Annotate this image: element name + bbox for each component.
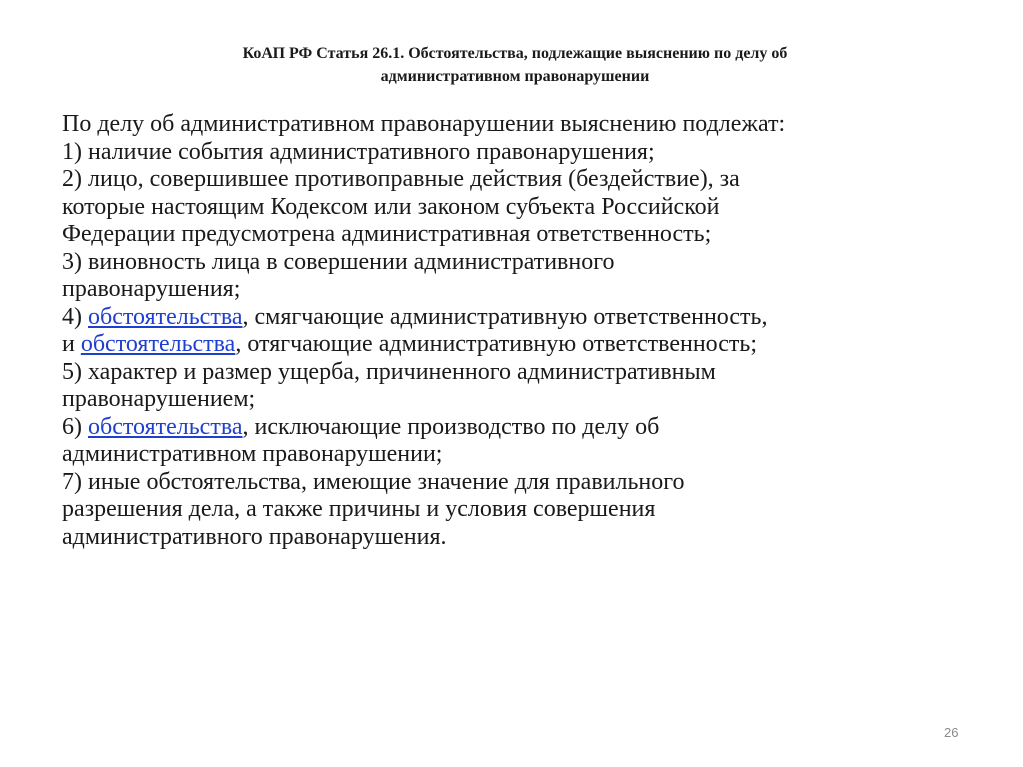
body-line-item-1: 1) наличие события административного правонарушения;	[62, 138, 655, 165]
body-line-intro: По делу об административном правонарушении выяснению подлежат:	[62, 111, 786, 137]
body-line-item-6b: административном правонарушении;	[62, 441, 443, 467]
circumstances-link-excluding[interactable]: обстоятельства	[88, 413, 243, 440]
body-line-item-6a	[62, 414, 962, 442]
body-line-item-7a: 7) иные обстоятельства, имеющие значение для правильного	[62, 468, 685, 495]
item-4-suffix: , смягчающие административную ответственность,	[242, 303, 768, 330]
body-line-item-7c: административного правонарушения.	[62, 523, 447, 550]
body-line-item-3a: 3) виновность лица в совершении административного	[62, 248, 615, 275]
item-6-suffix: , исключающие производство по делу об	[242, 413, 660, 440]
body-line-item-2a: 2) лицо, совершившее противоправные действия (бездействие), за	[62, 166, 740, 192]
slide-title	[120, 42, 910, 88]
item-6-prefix: 6)	[62, 413, 88, 440]
body-line-item-4b	[62, 331, 962, 359]
body-line-item-5b: правонарушением;	[62, 386, 256, 412]
title-line-2: административном правонарушении	[380, 68, 650, 85]
circumstances-link-mitigating[interactable]: обстоятельства	[88, 303, 243, 330]
body-line-item-7b: разрешения дела, а также причины и условия совершения	[62, 496, 656, 522]
title-line-1: КоАП РФ Статья 26.1. Обстоятельства, подлежащие выяснению по делу об	[242, 45, 788, 62]
article-body	[62, 111, 962, 551]
page-number: 26	[944, 725, 959, 740]
circumstances-link-aggravating[interactable]: обстоятельства	[80, 331, 236, 357]
body-line-item-4a	[62, 304, 962, 332]
item-4-prefix: 4)	[62, 303, 88, 330]
body-line-item-3b: правонарушения;	[62, 276, 241, 302]
item-4b-suffix: , отягчающие административную ответственность;	[235, 331, 758, 357]
item-4b-prefix: и	[62, 331, 81, 357]
body-line-item-5a: 5) характер и размер ущерба, причиненного административным	[62, 358, 716, 385]
body-line-item-2b: которые настоящим Кодексом или законом субъекта Российской	[62, 193, 720, 220]
body-line-item-2c: Федерации предусмотрена административная ответственность;	[62, 221, 712, 247]
